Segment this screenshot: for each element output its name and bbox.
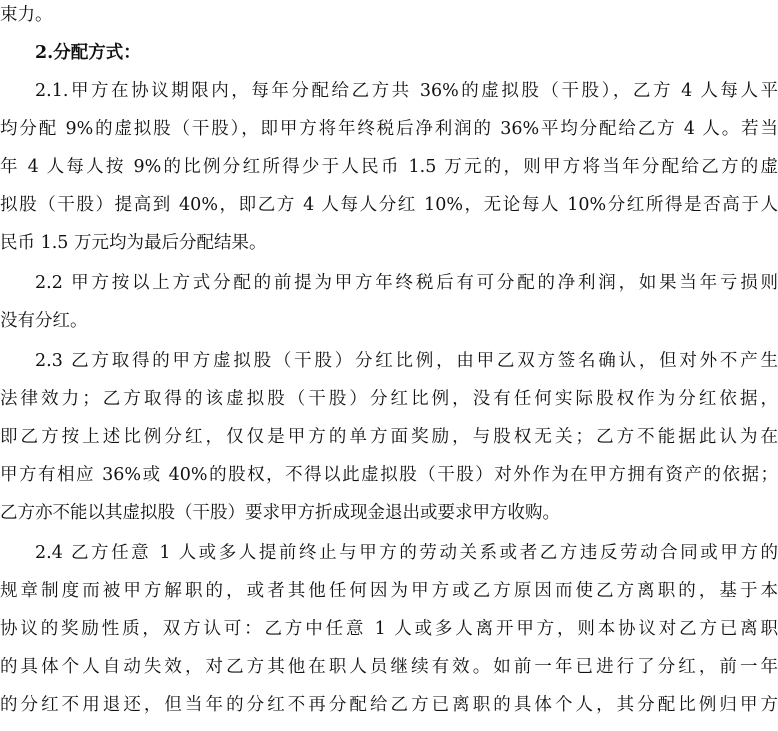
text-line: 束力。: [0, 5, 53, 25]
text-line: 协议的奖励性质，双方认可：乙方中任意 1 人或多人离开甲方，则本协议对乙方已离职: [0, 619, 778, 639]
text-line: 法律效力；乙方取得的该虚拟股（干股）分红比例，没有任何实际股权作为分红依据，: [0, 389, 778, 409]
text-line: 甲方有相应 36%或 40%的股权，不得以此虚拟股（干股）对外作为在甲方拥有资产的依据；: [0, 465, 778, 485]
text-line: 2.4 乙方任意 1 人或多人提前终止与甲方的劳动关系或者乙方违反劳动合同或甲方的: [35, 543, 778, 563]
text-line: 没有分红。: [0, 311, 88, 331]
text-line: 均分配 9%的虚拟股（干股），即甲方将年终税后净利润的 36%平均分配给乙方 4 人。若当: [0, 119, 778, 139]
text-line: 民币 1.5 万元均为最后分配结果。: [0, 233, 267, 253]
text-line: 2.3 乙方取得的甲方虚拟股（干股）分红比例，由甲乙双方签名确认，但对外不产生: [35, 351, 778, 371]
text-line: 的具体个人自动失效，对乙方其他在职人员继续有效。如前一年已进行了分红，前一年: [0, 657, 778, 677]
text-line: 的分红不用退还，但当年的分红不再分配给乙方已离职的具体个人，其分配比例归甲方: [0, 695, 778, 715]
text-line: 规章制度而被甲方解职的，或者其他任何因为甲方或乙方原因而使乙方离职的，基于本: [0, 581, 778, 601]
text-line: 2.1.甲方在协议期限内，每年分配给乙方共 36%的虚拟股（干股），乙方 4 人每人平: [35, 81, 778, 101]
section-heading: 2.分配方式：: [35, 43, 141, 63]
text-line: 乙方亦不能以其虚拟股（干股）要求甲方折成现金退出或要求甲方收购。: [0, 503, 560, 523]
text-line: 拟股（干股）提高到 40%，即乙方 4 人每人分红 10%，无论每人 10%分红所得是否高于人: [0, 195, 778, 215]
text-line: 2.2 甲方按以上方式分配的前提为甲方年终税后有可分配的净利润，如果当年亏损则: [35, 273, 778, 293]
text-line: 年 4 人每人按 9%的比例分红所得少于人民币 1.5 万元的，则甲方将当年分配给乙方的虚: [0, 157, 778, 177]
text-line: 即乙方按上述比例分红，仅仅是甲方的单方面奖励，与股权无关；乙方不能据此认为在: [0, 427, 778, 447]
